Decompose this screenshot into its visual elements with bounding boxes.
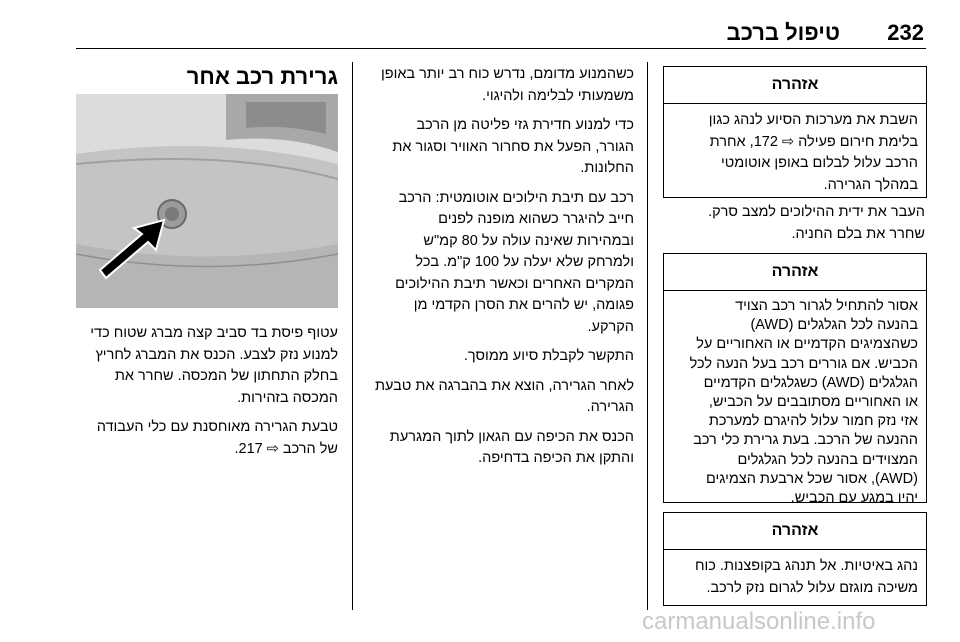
paragraph-line: הגרירה. [586,399,634,415]
paragraph-line: המקרים האחרים וכאשר תיבת ההילוכים [395,275,634,292]
paragraph [368,188,634,339]
warning-line: נהג באיטיות. אל תנהג בקופצנות. כוח [694,558,918,574]
paragraph [76,417,338,460]
warning-line: הרכב עלול לבלום באופן אוטומטי [721,155,918,171]
warning-line: בהנעה לכל הגלגלים (AWD) [750,317,918,334]
paragraph-line: הכנס את הכיפה עם הגאון לתוך המגרעת [389,428,634,445]
middle-column [368,64,634,470]
paragraph-line: התקשר לקבלת סיוע ממוסך. [463,348,634,364]
warning-line: או האחוריים מסתובבים על הכביש, [708,394,918,411]
rear-bumper-photo [76,94,338,308]
paragraph-line: לאחר הגרירה, הוצא את בהברגה את טבעת [374,377,634,394]
paragraph-line: רכב עם תיבת הילוכים אוטומטית: הרכב [398,189,634,206]
paragraph-line: העבר את ידית ההילוכים למצב סרק. [708,204,925,220]
paragraph-line: כשהמנוע מדומם, נדרש כוח רב יותר באופן [380,66,634,82]
paragraph-line: כדי למנוע חדירת גזי פליטה מן הרכב [416,117,634,133]
paragraph-line: ולמרחק שלא יעלה על 100 ק"מ. בכל [415,254,634,270]
paragraph [368,346,634,368]
warning-text [664,104,926,202]
page-number: 232 [887,20,924,45]
warning-line: השבת את מערכות הסיוע לנהג כגון [708,112,918,128]
warning-box-3 [663,512,927,606]
warning-line: במהלך הגרירה. [823,176,918,193]
paragraph-line: בחלק התחתון של המכסה. שחרר את [114,368,338,384]
paragraph-line: עטוף פיסת בד סביב קצה מברג שטוח כדי [90,325,338,341]
section-title: גרירת רכב אחר [186,64,338,89]
paragraph [368,115,634,180]
warning-line: הכביש. אם גוררים רכב בעל הנעה לכל [689,355,918,372]
warning-line: משיכה מוגזם עלול לגרום נזק לרכב. [706,579,918,596]
warning-line: אזי נזק חמור עלול להיגרם למערכת [708,413,918,430]
warning-line: כשהצמיגים הקדמיים או האחוריים על [696,336,918,353]
warning-line: יהיו במגע עם הכביש. [790,490,918,507]
paragraph-line: הקרקע. [587,318,634,335]
paragraph-line: טבעת הגרירה מאוחסנת עם כלי העבודה [96,419,338,435]
paragraph-line: פגומה, יש להרים את הסרן הקדמי מן [413,297,634,313]
paragraph-line: של הרכב ⇨ 217. [234,440,338,457]
warning-text [664,291,926,514]
paragraph-line: והתקן את הכיפה בדחיפה. [478,450,634,466]
paragraph-line: שחרר את בלם החניה. [791,225,925,242]
warning-line: הגלגלים (AWD) כשגלגלים הקדמיים [703,374,918,391]
warning-box-1 [663,66,927,198]
header-rule [76,48,926,49]
paragraph [368,64,634,107]
warning-line: המצוידים בהנעה לכל הגלגלים [737,451,918,468]
paragraph-line: החלונות. [580,160,634,176]
warning-box-2 [663,253,927,507]
warning-line: (AWD), אסור שכל ארבעת הצמיגים [705,470,918,487]
warning-title: אזהרה [664,513,926,550]
paragraph [76,323,338,409]
paragraph-neutral-gear [663,202,925,245]
paragraph-line: ובמהירות שאינה עולה על 80 קמ"ש [423,232,634,249]
column-divider-right [647,62,648,610]
warning-text [664,550,926,605]
column-divider-left [352,62,353,610]
warning-title: אזהרה [664,254,926,291]
rear-bumper-illustration [76,94,338,308]
paragraph-line: חייב להיגרר כשהוא מופנה לפנים [438,211,634,227]
running-title: טיפול ברכב [726,20,840,45]
warning-line: אסור להתחיל לגרור רכב הצויד [735,298,918,314]
paragraph-line: משמעותי לבלימה ולהיגוי. [482,87,634,104]
warning-line: בלימת חירום פעילה ⇨ 172, אחרת [709,133,918,150]
warning-line: ההנעה של הרכב. בעת גרירת כלי רכב [693,432,918,449]
paragraph-line: הגורר, הפעל את סחרור האוויר וסגור את [392,138,634,155]
left-column-text [76,323,338,460]
watermark: carmanualsonline.info [642,608,876,635]
warning-title: אזהרה [664,67,926,104]
paragraph [368,427,634,470]
paragraph-line: למנוע נזק לצבע. הכנס את המברג לחריץ [95,346,338,363]
paragraph-line: המכסה בזהירות. [237,389,338,406]
paragraph [368,376,634,419]
